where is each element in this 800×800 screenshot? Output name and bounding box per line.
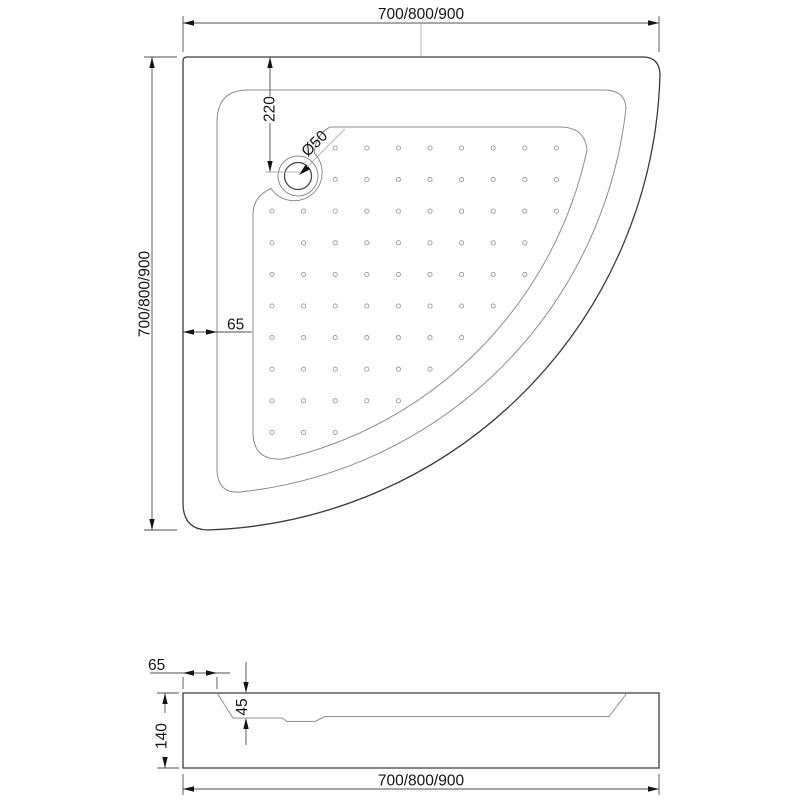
outer-contour (183, 57, 660, 530)
anti-slip-dot (491, 241, 495, 245)
dim-basin-depth (234, 662, 251, 745)
anti-slip-dot (428, 146, 432, 150)
anti-slip-dot (365, 304, 369, 308)
anti-slip-dot (523, 146, 527, 150)
anti-slip-dot (333, 430, 337, 434)
anti-slip-dot (554, 209, 558, 213)
anti-slip-dot (270, 304, 274, 308)
anti-slip-dot (302, 336, 306, 340)
anti-slip-dot (460, 272, 464, 276)
side-height-label: 140 (153, 723, 171, 749)
anti-slip-dot (428, 241, 432, 245)
anti-slip-dot (460, 209, 464, 213)
anti-slip-dot (491, 272, 495, 276)
anti-slip-dot (523, 272, 527, 276)
anti-slip-dot (302, 272, 306, 276)
anti-slip-dot (365, 399, 369, 403)
anti-slip-dot (333, 367, 337, 371)
anti-slip-dot (396, 272, 400, 276)
anti-slip-dot (523, 209, 527, 213)
anti-slip-dot (270, 336, 274, 340)
anti-slip-dot (333, 178, 337, 182)
anti-slip-dot (491, 304, 495, 308)
anti-slip-dot (396, 399, 400, 403)
anti-slip-dot (365, 146, 369, 150)
anti-slip-dot (396, 209, 400, 213)
anti-slip-dot (554, 178, 558, 182)
anti-slip-dot (428, 304, 432, 308)
anti-slip-dot (270, 209, 274, 213)
dim-left-height (137, 57, 178, 530)
dim-bottom-width (183, 773, 659, 796)
anti-slip-dot (333, 146, 337, 150)
anti-slip-dot (460, 304, 464, 308)
anti-slip-dot (396, 178, 400, 182)
anti-slip-dot (302, 304, 306, 308)
anti-slip-dot (396, 304, 400, 308)
drain-offset-label: 220 (261, 96, 279, 122)
anti-slip-dot (460, 178, 464, 182)
anti-slip-dot (460, 241, 464, 245)
anti-slip-dot (270, 272, 274, 276)
side-basin-profile (217, 693, 627, 722)
anti-slip-dot (270, 399, 274, 403)
rim-width-label: 65 (227, 316, 245, 334)
anti-slip-dot (302, 367, 306, 371)
anti-slip-dot (302, 241, 306, 245)
anti-slip-dot (270, 430, 274, 434)
anti-slip-dot (460, 146, 464, 150)
anti-slip-dot (333, 241, 337, 245)
side-outline (183, 693, 659, 768)
anti-slip-dot (428, 367, 432, 371)
top-width-label: 700/800/900 (377, 6, 465, 23)
anti-slip-dot (333, 304, 337, 308)
side-rim-width-label: 65 (148, 657, 166, 674)
dim-top-width (183, 6, 659, 56)
anti-slip-dot (491, 178, 495, 182)
anti-slip-dot (365, 241, 369, 245)
anti-slip-dot (365, 178, 369, 182)
anti-slip-dot (333, 399, 337, 403)
anti-slip-dot (428, 272, 432, 276)
basin-depth-label: 45 (234, 698, 251, 716)
anti-slip-dot (365, 272, 369, 276)
drain-diameter-label: Ø50 (298, 127, 332, 161)
top-view (137, 6, 661, 530)
rim-inner-contour (217, 90, 626, 492)
anti-slip-dot (365, 209, 369, 213)
anti-slip-dot (523, 178, 527, 182)
anti-slip-dot (428, 178, 432, 182)
side-view (148, 657, 659, 795)
anti-slip-dot (302, 430, 306, 434)
anti-slip-dot (333, 209, 337, 213)
anti-slip-dot (333, 272, 337, 276)
anti-slip-dot (365, 336, 369, 340)
anti-slip-dot (396, 336, 400, 340)
anti-slip-dot (523, 241, 527, 245)
dim-side-rim-width (148, 657, 230, 689)
anti-slip-dot (460, 336, 464, 340)
anti-slip-dot (270, 367, 274, 371)
dim-drain-offset (262, 57, 300, 172)
left-height-label: 700/800/900 (136, 250, 154, 338)
anti-slip-dot (491, 209, 495, 213)
anti-slip-dot (302, 399, 306, 403)
anti-slip-dot (270, 241, 274, 245)
anti-slip-dot (365, 367, 369, 371)
anti-slip-dot (396, 146, 400, 150)
anti-slip-dot (396, 241, 400, 245)
dim-side-height (154, 693, 180, 768)
extension-lines (183, 677, 217, 689)
anti-slip-dot (302, 209, 306, 213)
bottom-width-label: 700/800/900 (377, 772, 465, 790)
anti-slip-dot (554, 146, 558, 150)
anti-slip-dot (396, 367, 400, 371)
basin-contour (253, 127, 587, 459)
anti-slip-dot (428, 336, 432, 340)
anti-slip-dot (333, 336, 337, 340)
anti-slip-dot (491, 146, 495, 150)
anti-slip-dot (428, 209, 432, 213)
